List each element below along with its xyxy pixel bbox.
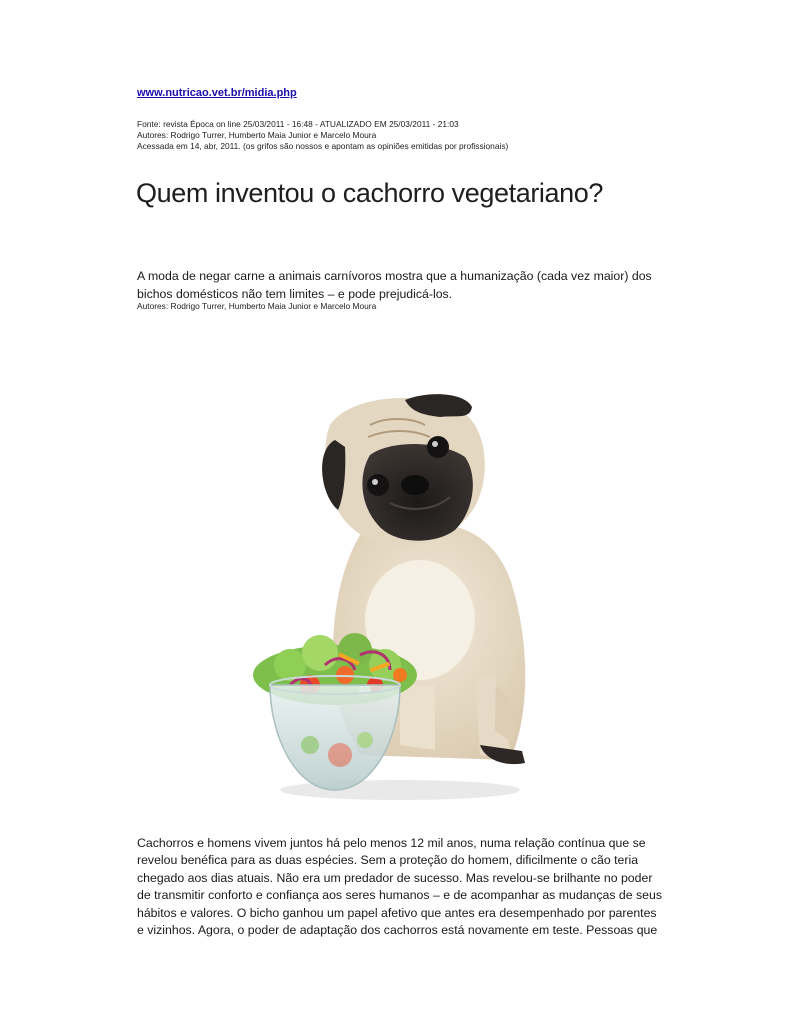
article-title: Quem inventou o cachorro vegetariano? xyxy=(136,178,603,208)
body-line: e vizinhos. Agora, o poder de adaptação dos cachorros está novamente em teste. Pessoas que xyxy=(137,923,658,938)
body-line: revelou benéfica para as duas espécies. Sem a proteção do homem, dificilmente o cão teria xyxy=(137,853,639,868)
article-lead: A moda de negar carne a animais carnívoros mostra que a humanização (cada vez maior) dos bichos domésticos não tem limites – e pode prejudicá-los. xyxy=(137,269,652,301)
meta-line-authors: Autores: Rodrigo Turrer, Humberto Maia Junior e Marcelo Moura xyxy=(137,130,377,140)
body-line: de transmitir conforto e confiança aos seres humanos – e de acompanhar as mudanças de seus xyxy=(137,888,662,903)
salad-bowl-icon xyxy=(253,633,417,790)
meta-line-source: Fonte: revista Época on line 25/03/2011 - 16:48 - ATUALIZADO EM 25/03/2011 - 21:03 xyxy=(137,119,459,129)
source-link[interactable]: www.nutricao.vet.br/midia.php xyxy=(137,87,297,99)
article-body xyxy=(137,835,662,939)
article-authors: Autores: Rodrigo Turrer, Humberto Maia Junior e Marcelo Moura xyxy=(137,301,377,311)
body-line: chegado aos dias atuais. Não era um predador de sucesso. Mas revelou-se brilhante no poder xyxy=(137,870,653,885)
body-line: Cachorros e homens vivem juntos há pelo menos 12 mil anos, numa relação contínua que se xyxy=(137,836,646,850)
body-line: hábitos e valores. O bicho ganhou um papel afetivo que antes era desempenhado por parentes xyxy=(137,905,657,920)
meta-line-accessed: Acessada em 14, abr, 2011. (os grifos são nossos e apontam as opiniões emitidas por profissionais) xyxy=(137,141,509,151)
pug-with-salad-photo xyxy=(250,385,540,805)
source-meta xyxy=(137,119,508,152)
